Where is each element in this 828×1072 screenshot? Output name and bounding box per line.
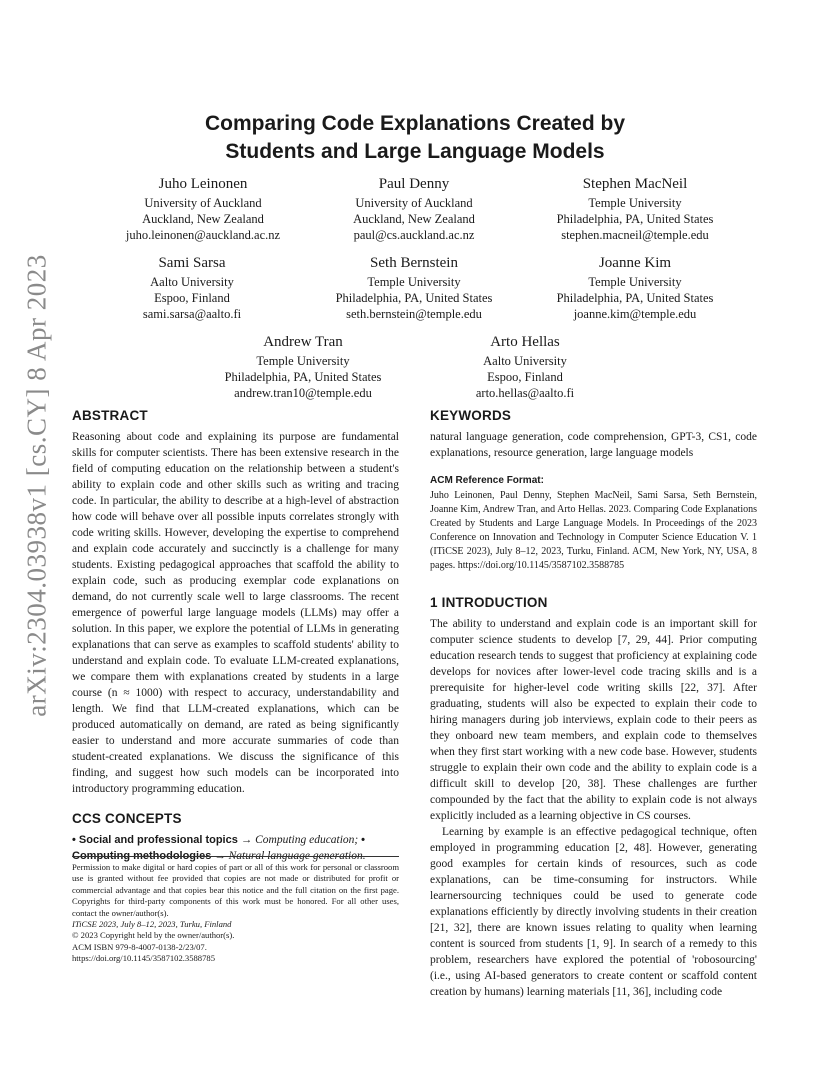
author-email[interactable]: joanne.kim@temple.edu bbox=[573, 307, 697, 321]
author-card bbox=[294, 175, 534, 243]
keywords-text: natural language generation, code comprehension, GPT-3, CS1, code explanations, resource generation, large language models bbox=[430, 431, 757, 459]
doi-link[interactable]: https://doi.org/10.1145/3587102.3588785 bbox=[72, 953, 215, 964]
author-affiliation: University of Auckland bbox=[355, 196, 473, 210]
permission-notice: Permission to make digital or hard copies of part or all of this work for personal or classroom use is granted without fee provided that copies are not made or distributed for profit or commercial advantage and that copies bear this notice and the full citation on the first page. Copyrights for third-party components of this work must be honored. For all other uses, contact the owner/author(s). bbox=[72, 862, 399, 918]
ccs-topic-2: • Computing methodologies bbox=[72, 834, 365, 862]
author-affiliation: Temple University bbox=[367, 275, 461, 289]
author-email[interactable]: sami.sarsa@aalto.fi bbox=[142, 307, 242, 321]
left-column bbox=[72, 408, 399, 864]
author-affiliation: Temple University bbox=[588, 275, 682, 289]
author-location: Espoo, Finland bbox=[487, 370, 563, 384]
author-email[interactable]: paul@cs.auckland.ac.nz bbox=[353, 228, 475, 242]
abstract-text: Reasoning about code and explaining its purpose are fundamental skills for computer scientists. There has been extensive research in the field of computing education on the relationship between a student's ability to explain code and other skills such as writing and tracing code. In particular, the ability to describe at a high-level of abstraction how code will behave over all possible inputs correlates strongly with code writing skills. However, developing the expertise to comprehend and explain code accurately and succinctly is a challenge for many students. Existing pedagogical approaches that scaffold the ability to explain code, such as producing exemplar code explanations on demand, do not currently scale well to large classrooms. The recent emergence of powerful large language models (LLMs) may offer a solution. In this paper, we explore the potential of LLMs in generating explanations that can serve as examples to scaffold students' ability to understand and explain code. To evaluate LLM-created explanations, we compare them with explanations created by students in a large course (n ≈ 1000) with respect to accuracy, understandability and length. We find that LLM-created explanations, which can be produced automatically on demand, are rated as being significantly easier to understand and more accurate summaries of code than student-created explanations. We discuss the significance of this finding, and suggest how such models can be incorporated into introductory programming education. bbox=[72, 431, 399, 795]
acm-reference-text: Juho Leinonen, Paul Denny, Stephen MacNeil, Sami Sarsa, Seth Bernstein, Joanne Kim, Andrew Tran, and Arto Hellas. 2023. Comparing Code Explanations Created by Students and Large Language Models. In Proceedings of the 2023 Conference on Innovation and Technology in Computer Science Education V. 1 (ITiCSE 2023), July 8–12, 2023, Turku, Finland. ACM, New York, NY, USA, 8 pages. https://doi.org/10.1145/3587102.3588785 bbox=[430, 490, 757, 571]
isbn-line: ACM ISBN 979-8-4007-0138-2/23/07. bbox=[72, 941, 207, 952]
introduction-heading: 1 INTRODUCTION bbox=[430, 595, 548, 610]
author-email[interactable]: stephen.macneil@temple.edu bbox=[561, 228, 709, 242]
author-name: Arto Hellas bbox=[490, 334, 560, 350]
author-name: Paul Denny bbox=[378, 176, 450, 192]
arxiv-stamp bbox=[14, 253, 60, 717]
author-card bbox=[83, 175, 323, 243]
ccs-topic-1: • Social and professional topics bbox=[72, 834, 238, 846]
author-email[interactable]: seth.bernstein@temple.edu bbox=[346, 307, 482, 321]
introduction-paragraph-1: The ability to understand and explain code is an important skill for computer science students to develop [7, 29, 44]. Prior computing education research tends to suggest that proficiency at explaining code develops for novices after lower-level code tracing skills and is a prerequisite for higher-level code writing skills [22, 37]. After graduating, students will also be expected to explain their code to hiring managers during job interviews, explain code to their peers as they onboard new team members, and explain code to themselves when they first start working with a new code base. However, students struggle to explain their own code and the ability to explain code is a difficult skill to develop [20, 38]. These challenges are further compounded by the fact that the ability to explain code is not always explicitly included as a learning objective in CS courses. bbox=[430, 618, 757, 822]
venue-line: ITiCSE 2023, July 8–12, 2023, Turku, Finland bbox=[72, 919, 232, 930]
author-card bbox=[405, 333, 645, 401]
author-affiliation: Temple University bbox=[588, 196, 682, 210]
author-location: Philadelphia, PA, United States bbox=[556, 212, 714, 226]
author-email[interactable]: andrew.tran10@temple.edu bbox=[234, 386, 372, 400]
abstract-heading: ABSTRACT bbox=[72, 408, 148, 423]
acm-reference-heading: ACM Reference Format: bbox=[430, 475, 544, 486]
ccs-heading: CCS CONCEPTS bbox=[72, 811, 182, 826]
author-name: Seth Bernstein bbox=[370, 255, 458, 271]
keywords-heading: KEYWORDS bbox=[430, 408, 512, 423]
author-name: Stephen MacNeil bbox=[582, 176, 688, 192]
author-card bbox=[515, 175, 755, 243]
author-email[interactable]: arto.hellas@aalto.fi bbox=[475, 386, 575, 400]
arxiv-identifier: arXiv:2304.03938v1 [cs.CY] 8 Apr 2023 bbox=[21, 253, 52, 717]
author-location: Philadelphia, PA, United States bbox=[556, 291, 714, 305]
author-email[interactable]: juho.leinonen@auckland.ac.nz bbox=[125, 228, 281, 242]
author-name: Andrew Tran bbox=[263, 334, 343, 350]
author-affiliation: University of Auckland bbox=[144, 196, 262, 210]
author-location: Auckland, New Zealand bbox=[353, 212, 475, 226]
author-affiliation: Aalto University bbox=[483, 354, 567, 368]
author-name: Joanne Kim bbox=[598, 255, 672, 271]
author-name: Sami Sarsa bbox=[158, 255, 226, 271]
author-affiliation: Aalto University bbox=[150, 275, 234, 289]
author-location: Espoo, Finland bbox=[154, 291, 230, 305]
author-card bbox=[72, 254, 312, 322]
title-line-2: Students and Large Language Models bbox=[225, 140, 605, 163]
author-card bbox=[294, 254, 534, 322]
author-location: Auckland, New Zealand bbox=[142, 212, 264, 226]
author-name: Juho Leinonen bbox=[158, 176, 248, 192]
title-line-1: Comparing Code Explanations Created by bbox=[204, 112, 626, 135]
paper-title bbox=[120, 110, 710, 166]
author-card bbox=[515, 254, 755, 322]
copyright-footnote bbox=[72, 856, 399, 965]
author-location: Philadelphia, PA, United States bbox=[335, 291, 493, 305]
ccs-subtopic-1: → Computing education; bbox=[237, 834, 362, 846]
introduction-paragraph-2: Learning by example is an effective pedagogical technique, often employed in programming education [2, 48]. However, generating good examples for certain kinds of resources, such as code explanations, can be time-consuming for instructors. While learnersourcing techniques could be used to generate code explanations efficiently by directly involving students in their creation [21, 32], there are known issues relating to quality when learning content is sourced from students [1, 9]. In search of a remedy to this problem, researchers have explored the potential of 'robosourcing' (i.e., using AI-based generators to create content or scaffold content creation by humans) learning materials [11, 36], including code bbox=[430, 826, 757, 998]
author-affiliation: Temple University bbox=[256, 354, 350, 368]
author-location: Philadelphia, PA, United States bbox=[224, 370, 382, 384]
author-card bbox=[183, 333, 423, 401]
copyright-line: © 2023 Copyright held by the owner/author(s). bbox=[72, 930, 235, 941]
ccs-subtopic-2: → Natural language generation. bbox=[211, 850, 366, 862]
right-column bbox=[430, 408, 757, 1000]
